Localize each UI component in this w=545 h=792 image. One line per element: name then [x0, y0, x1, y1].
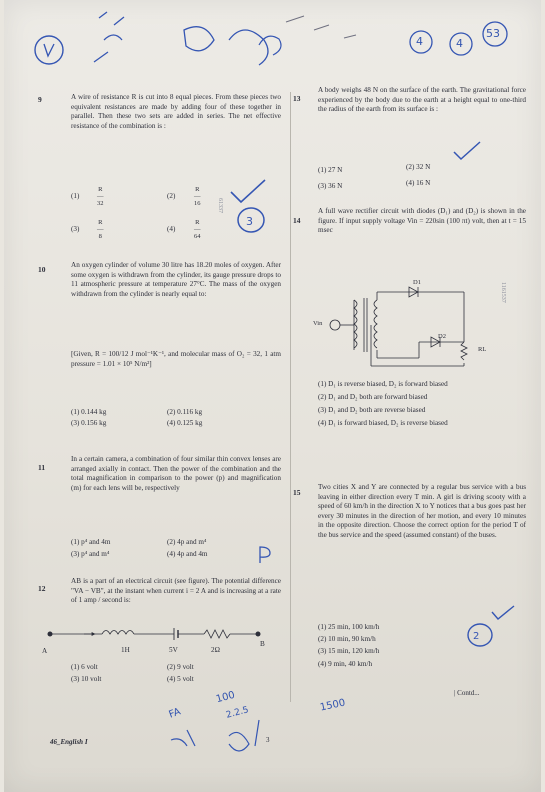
option: (4) 0.125 kg: [167, 419, 203, 427]
option: (4) 16 N: [406, 179, 431, 187]
option: (3) 36 N: [318, 182, 343, 190]
fraction: R — 64: [194, 219, 201, 240]
rectifier-circuit-diagram: [309, 280, 479, 370]
option: (3) 15 min, 120 km/h: [318, 647, 380, 655]
option: (4) D₁ is forward biased, D₂ is reverse biased: [318, 419, 448, 427]
option: (1) 0.144 kg: [71, 408, 107, 416]
handwritten-note: 53: [486, 27, 500, 40]
question-text: In a certain camera, a combination of four similar thin convex lenses are arranged axially in contact. Then the power of the combination and the total magnification in comparison to the power (p) and magnification (m) for each lens will be, respectively: [71, 455, 281, 492]
question-text: Two cities X and Y are connected by a regular bus service with a bus leaving in either direction every T min. A girl is driving scooty with a speed of 60 km/h in the direction X to Y notices that a bus goes past her every 30 minutes in the direction of her motion, and every 10 minutes in the opposite direction. Choose the correct option for the period T of the bus service and the speed (assumed constant) of the buses.: [318, 483, 526, 539]
handwritten-note: 1500: [319, 697, 347, 714]
given-data: [Given, R = 100/12 J mol⁻¹K⁻¹, and molecular mass of O₂ = 32, 1 atm pressure = 1.01 × 10⁵ N/m²]: [71, 350, 281, 368]
handwritten-note: 4: [456, 37, 463, 50]
watermark: 61337: [217, 198, 223, 213]
label-battery: 5V: [169, 646, 178, 654]
handwritten-note: 2.2.5: [225, 705, 250, 721]
fraction: R — 16: [194, 186, 201, 207]
option: (3) D₁ and D₂ both are reverse biased: [318, 406, 426, 414]
option: (4) 9 min, 40 km/h: [318, 660, 373, 668]
footer-continued: | Contd...: [454, 689, 480, 697]
page-number: 3: [266, 736, 270, 744]
question-text: AB is a part of an electrical circuit (see figure). The potential difference "VA − VB", at the instant when current i = 2 A and is increasing at a rate of 1 amp / second is:: [71, 577, 281, 605]
handwriting-scribbles-bottom: [169, 700, 289, 760]
label-rl: RL: [478, 346, 487, 353]
option: (1) 6 volt: [71, 663, 98, 671]
question-text: A full wave rectifier circuit with diodes (D₁) and (D₂) is shown in the figure. If input supply voltage Vin = 220sin (100 πt) volt, then at t = 15 msec: [318, 207, 526, 235]
question-text: An oxygen cylinder of volume 30 litre has 18.20 moles of oxygen. After some oxygen is withdrawn from the cylinder, its gauge pressure drops to 11 atmospheric pressure at temperature 27°C. The mass of the oxygen withdrawn from the cylinder is nearly equal to:: [71, 261, 281, 298]
checkmark-icon: [452, 140, 482, 162]
handwritten-mark: [256, 545, 276, 567]
option: (1) D₁ is reverse biased, D₂ is forward biased: [318, 380, 448, 388]
question-number: 13: [293, 94, 301, 103]
option: (1): [71, 192, 80, 200]
question-text: A body weighs 48 N on the surface of the earth. The gravitational force experienced by the body due to the earth at a height equal to one-third the radius of the earth from its surface is :: [318, 86, 526, 114]
question-number: 15: [293, 488, 301, 497]
question-number: 14: [293, 216, 301, 225]
handwritten-note: 4: [416, 35, 423, 48]
option: (2) 32 N: [406, 163, 431, 171]
option: (2) D₁ and D₂ both are forward biased: [318, 393, 428, 401]
handwriting-scribbles-top: [4, 0, 545, 80]
option: (3) 10 volt: [71, 675, 102, 683]
footer-code: 46_English I: [50, 738, 88, 746]
question-text: A wire of resistance R is cut into 8 equal pieces. From these pieces two equivalent resistances are made by adding four of these together in parallel. Then these two sets are added in series. The net effective resistance of the combination is :: [71, 93, 281, 130]
option: (2) 10 min, 90 km/h: [318, 635, 376, 643]
option: (3) p⁴ and m⁴: [71, 550, 110, 558]
svg-text:3: 3: [246, 215, 253, 228]
handwritten-note: 100: [214, 689, 237, 706]
question-number: 10: [38, 265, 46, 274]
watermark: 1161537: [500, 282, 506, 303]
svg-text:2: 2: [473, 631, 480, 642]
option: (2) 9 volt: [167, 663, 194, 671]
fraction: R — 32: [97, 186, 104, 207]
option: (1) 25 min, 100 km/h: [318, 623, 380, 631]
option: (2) 4p and m⁴: [167, 538, 207, 546]
handwritten-note: FA: [167, 706, 183, 721]
question-number: 11: [38, 463, 46, 472]
option: (2): [167, 192, 176, 200]
fraction: R — 8: [97, 219, 104, 240]
option: (1) 27 N: [318, 166, 343, 174]
label-a: A: [42, 647, 48, 655]
circled-answer-icon: [236, 205, 268, 237]
option: (3) 0.156 kg: [71, 419, 107, 427]
option: (4) 4p and 4m: [167, 550, 208, 558]
label-b: B: [260, 640, 265, 648]
label-resistor: 2Ω: [211, 646, 220, 654]
option: (4): [167, 225, 176, 233]
checkmark-icon: [229, 178, 269, 208]
question-number: 12: [38, 584, 46, 593]
option: (1) p⁴ and 4m: [71, 538, 111, 546]
checkmark-icon: [490, 604, 516, 622]
circled-answer-icon: [466, 622, 496, 650]
label-vin: Vin: [313, 320, 323, 327]
question-number: 9: [38, 95, 42, 104]
circuit-diagram-ab: [44, 620, 274, 660]
label-inductor: 1H: [121, 646, 130, 654]
option: (3): [71, 225, 80, 233]
label-d1: D1: [413, 279, 421, 286]
option: (4) 5 volt: [167, 675, 194, 683]
exam-page: [4, 0, 541, 792]
column-divider: [290, 92, 291, 702]
label-d2: D2: [438, 333, 446, 340]
option: (2) 0.116 kg: [167, 408, 203, 416]
